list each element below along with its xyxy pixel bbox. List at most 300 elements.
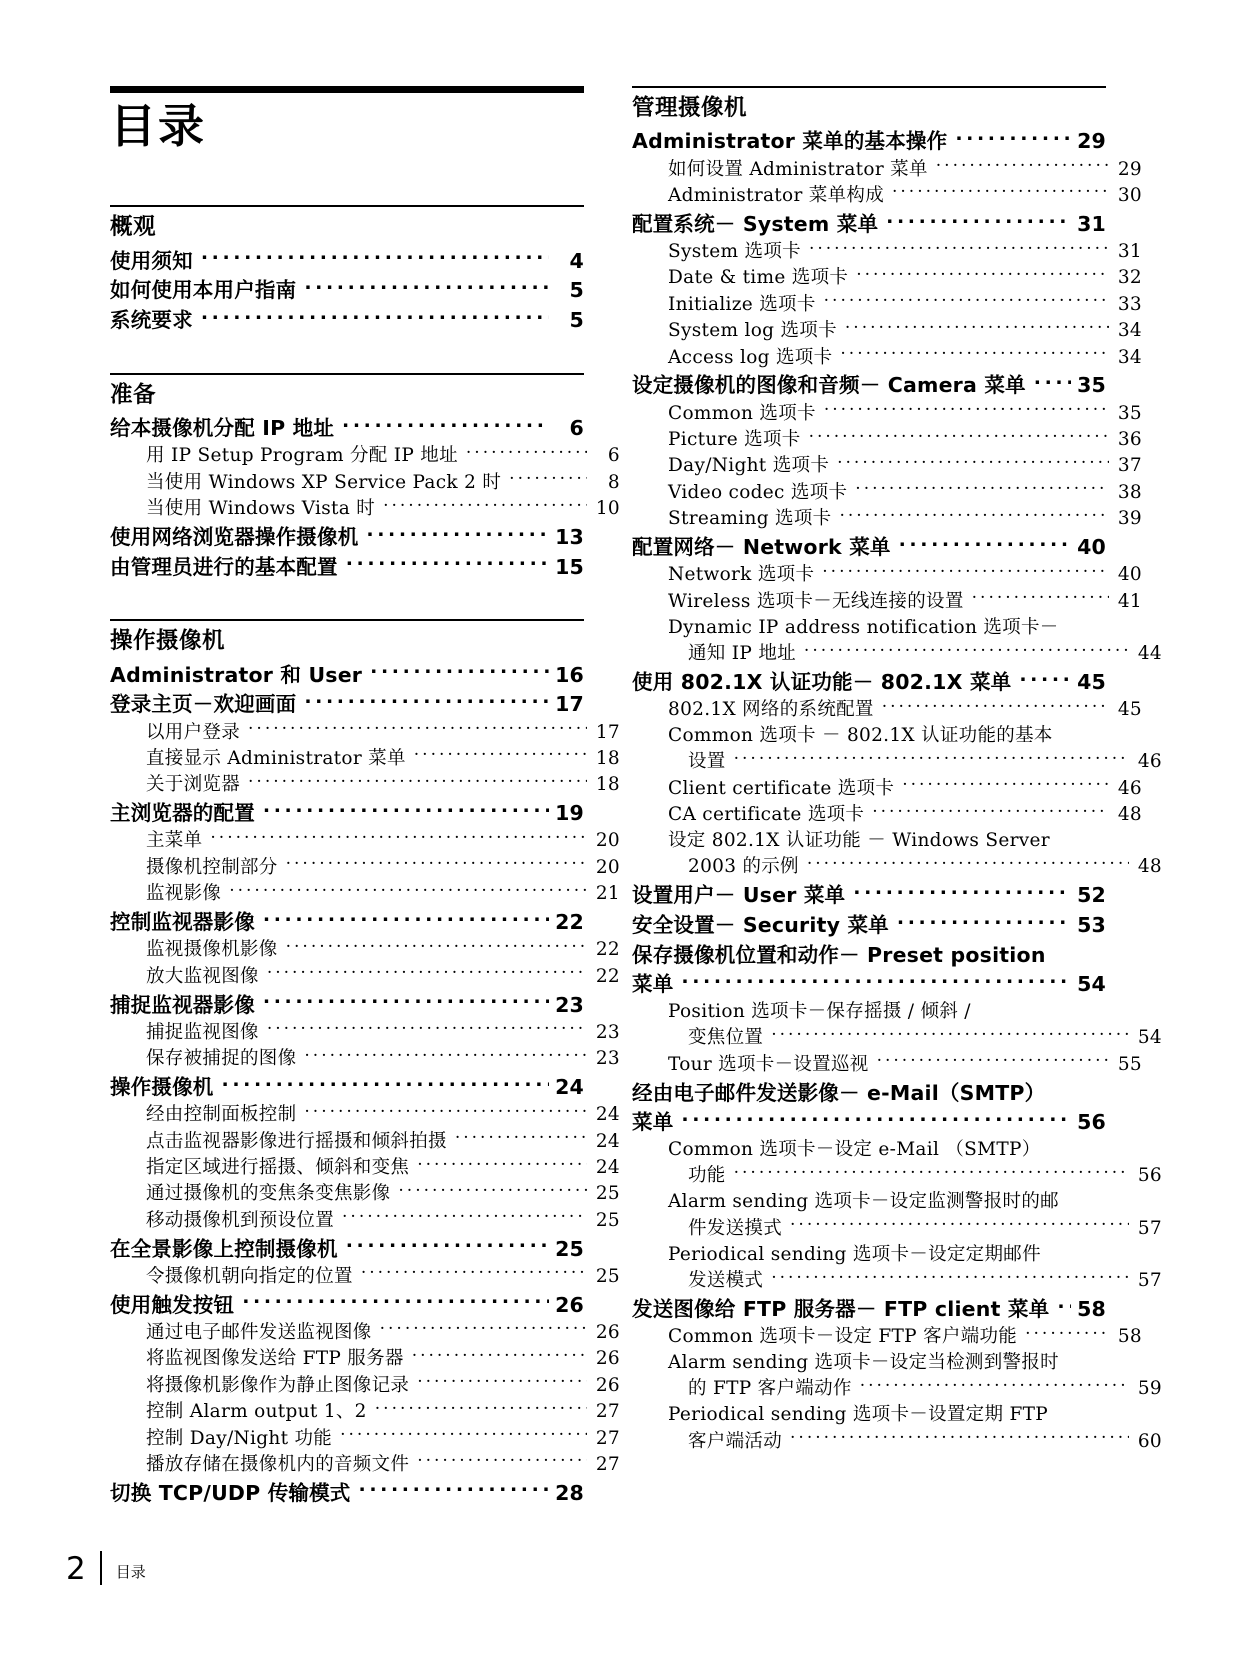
toc-entry-page-number: 38 <box>1117 481 1142 503</box>
toc-entry-page-number: 26 <box>555 1292 584 1317</box>
toc-entry[interactable] <box>632 506 1142 532</box>
toc-entry[interactable] <box>110 1399 620 1425</box>
toc-entry-page-number: 25 <box>595 1209 620 1231</box>
dot-leader <box>837 453 1109 472</box>
section-rule <box>110 373 584 375</box>
footer-label: 目录 <box>115 1563 146 1581</box>
title-top-rule <box>110 86 584 93</box>
toc-entry[interactable] <box>632 802 1142 828</box>
left-column-groups <box>110 205 620 1507</box>
toc-section <box>110 373 620 582</box>
toc-entry[interactable] <box>110 1451 620 1477</box>
toc-entry[interactable] <box>110 1102 620 1128</box>
dot-leader <box>902 775 1109 794</box>
toc-entry[interactable] <box>632 1350 1142 1376</box>
toc-entry[interactable] <box>632 318 1142 344</box>
toc-entry-label: 经由电子邮件发送影像－ e-Mail（SMTP） <box>632 1080 1046 1105</box>
toc-entry[interactable] <box>110 523 584 552</box>
toc-entry-page-number: 13 <box>555 524 584 549</box>
toc-entry-label: Streaming 选项卡 <box>668 508 832 530</box>
dot-leader <box>1019 668 1071 689</box>
toc-entry-label: 功能 <box>688 1165 726 1187</box>
toc-entry-page-number: 26 <box>595 1321 620 1343</box>
dot-leader <box>417 1155 587 1174</box>
toc-entry-label: 通过电子邮件发送监视图像 <box>146 1321 372 1343</box>
toc-entry[interactable] <box>632 999 1142 1025</box>
toc-entry-label: 菜单 <box>632 1110 674 1135</box>
toc-entry[interactable] <box>110 1046 620 1072</box>
toc-entry-label: 放大监视图像 <box>146 965 259 987</box>
toc-entry-page-number: 20 <box>595 856 620 878</box>
dot-leader <box>263 991 549 1012</box>
dot-leader <box>229 881 587 900</box>
toc-entry[interactable] <box>110 661 584 690</box>
dot-leader <box>370 661 549 682</box>
dot-leader <box>304 1102 587 1121</box>
toc-entry-label: 通知 IP 地址 <box>688 642 796 664</box>
section-heading: 操作摄像机 <box>110 628 226 655</box>
toc-entry-page-number: 27 <box>595 1427 620 1449</box>
toc-entry[interactable] <box>110 719 620 745</box>
toc-entry[interactable] <box>110 247 584 276</box>
dot-leader <box>840 344 1109 363</box>
toc-entry[interactable] <box>110 1372 620 1398</box>
toc-entry-page-number: 26 <box>595 1374 620 1396</box>
toc-entry-page-number: 41 <box>1117 590 1142 612</box>
dot-leader <box>210 828 587 847</box>
dot-leader <box>892 182 1109 201</box>
toc-entry[interactable] <box>632 400 1142 426</box>
toc-entry[interactable] <box>632 588 1142 614</box>
dot-leader <box>972 588 1109 607</box>
toc-entry[interactable] <box>632 723 1142 749</box>
toc-entry[interactable] <box>110 443 620 469</box>
dot-leader <box>267 1019 587 1038</box>
toc-entry-label: 系统要求 <box>110 308 193 333</box>
toc-entry-label: Periodical sending 选项卡－设定定期邮件 <box>668 1243 1041 1265</box>
toc-entry-label: 如何使用本用户指南 <box>110 278 297 303</box>
toc-entry[interactable] <box>632 562 1142 588</box>
dot-leader <box>824 291 1109 310</box>
toc-entry[interactable] <box>632 615 1142 641</box>
toc-entry[interactable] <box>632 427 1142 453</box>
dot-leader <box>882 697 1109 716</box>
toc-entry-page-number: 34 <box>1117 320 1142 342</box>
toc-entry-label: 经由控制面板控制 <box>146 1104 297 1126</box>
toc-entry-page-number: 6 <box>569 416 584 441</box>
toc-entry[interactable] <box>632 156 1142 182</box>
toc-entry-label: 关于浏览器 <box>146 774 241 796</box>
dot-leader <box>263 909 549 930</box>
toc-entry-label: 客户端活动 <box>688 1430 783 1452</box>
dot-leader <box>383 496 587 515</box>
toc-entry[interactable] <box>110 881 620 907</box>
toc-entry-page-number: 32 <box>1117 267 1142 289</box>
toc-entry-label: 保存被捕捉的图像 <box>146 1048 297 1070</box>
toc-entry[interactable] <box>632 1137 1142 1163</box>
toc-entry-page-number: 34 <box>1117 346 1142 368</box>
dot-leader <box>897 911 1071 932</box>
toc-entry-label: Common 选项卡 － 802.1X 认证功能的基本 <box>668 724 1053 746</box>
toc-entry-label: 主浏览器的配置 <box>110 801 255 826</box>
toc-entry-label: 发送模式 <box>688 1270 764 1292</box>
toc-entry-page-number: 54 <box>1077 972 1106 997</box>
toc-entry[interactable] <box>632 1079 1106 1108</box>
toc-entry-page-number: 25 <box>595 1183 620 1205</box>
toc-entry-label: 监视影像 <box>146 883 222 905</box>
toc-entry[interactable] <box>110 1128 620 1154</box>
toc-entry[interactable] <box>632 344 1142 370</box>
toc-entry-label: 由管理员进行的基本配置 <box>110 554 338 579</box>
dot-leader <box>855 479 1109 498</box>
toc-entry-page-number: 25 <box>555 1236 584 1261</box>
toc-entry-page-number: 31 <box>1077 211 1106 236</box>
toc-entry[interactable] <box>110 469 620 495</box>
toc-entry-page-number: 40 <box>1117 564 1142 586</box>
toc-entry[interactable] <box>110 1479 584 1508</box>
toc-entry[interactable] <box>110 690 584 719</box>
dot-leader <box>734 749 1129 768</box>
dot-leader <box>839 506 1109 525</box>
toc-entry[interactable] <box>632 1051 1142 1077</box>
toc-entry-label: 摄像机控制部分 <box>146 856 278 878</box>
toc-entry-page-number: 16 <box>555 662 584 687</box>
dot-leader <box>1034 372 1071 393</box>
toc-entry[interactable] <box>632 371 1106 400</box>
toc-entry[interactable] <box>632 453 1142 479</box>
toc-entry[interactable] <box>632 1189 1142 1215</box>
toc-entry-label: 控制 Alarm output 1、2 <box>146 1401 367 1423</box>
toc-entry[interactable] <box>110 828 620 854</box>
toc-entry[interactable] <box>110 553 584 582</box>
dot-leader <box>304 691 549 712</box>
toc-entry-page-number: 27 <box>595 1401 620 1423</box>
dot-leader <box>412 1346 587 1365</box>
toc-entry[interactable] <box>110 414 584 443</box>
toc-entry-label: System log 选项卡 <box>668 320 837 342</box>
toc-entry-label: Periodical sending 选项卡－设置定期 FTP <box>668 1404 1048 1426</box>
toc-entry-label: 变焦位置 <box>688 1027 764 1049</box>
toc-entry-page-number: 46 <box>1137 751 1162 773</box>
toc-entry[interactable] <box>110 306 584 335</box>
toc-entry-page-number: 55 <box>1117 1053 1142 1075</box>
toc-entry-label: 使用网络浏览器操作摄像机 <box>110 524 359 549</box>
dot-leader <box>886 210 1071 231</box>
dot-leader <box>201 247 549 268</box>
toc-entry[interactable] <box>110 1181 620 1207</box>
toc-entry-page-number: 53 <box>1077 912 1106 937</box>
toc-entry-label: Wireless 选项卡－无线连接的设置 <box>668 590 964 612</box>
toc-entry-label: Picture 选项卡 <box>668 429 801 451</box>
dot-leader <box>342 1207 587 1226</box>
toc-entry-label: 设置用户－ User 菜单 <box>632 883 846 908</box>
dot-leader <box>734 1163 1129 1182</box>
toc-entry-page-number: 40 <box>1077 535 1106 560</box>
dot-leader <box>248 719 587 738</box>
dot-leader <box>466 443 587 462</box>
toc-entry[interactable] <box>110 991 584 1020</box>
toc-entry-page-number: 23 <box>555 992 584 1017</box>
toc-entry[interactable] <box>632 239 1142 265</box>
toc-entry-page-number: 8 <box>607 471 620 493</box>
toc-entry-page-number: 36 <box>1117 429 1142 451</box>
toc-entry-page-number: 33 <box>1117 293 1142 315</box>
toc-entry-page-number: 5 <box>569 308 584 333</box>
toc-entry-page-number: 37 <box>1117 455 1142 477</box>
toc-entry-label: Common 选项卡－设定 FTP 客户端功能 <box>668 1326 1018 1348</box>
toc-entry[interactable] <box>632 291 1142 317</box>
toc-entry[interactable] <box>632 668 1106 697</box>
toc-entry[interactable] <box>110 745 620 771</box>
toc-entry-label: 如何设置 Administrator 菜单 <box>668 158 928 180</box>
section-rule <box>110 205 584 207</box>
toc-entry-label: 保存摄像机位置和动作－ Preset position <box>632 942 1046 967</box>
dot-leader <box>398 1181 587 1200</box>
dot-leader <box>380 1319 587 1338</box>
section-heading: 管理摄像机 <box>632 95 748 121</box>
dot-leader <box>771 1025 1129 1044</box>
toc-entry-label: 安全设置－ Security 菜单 <box>632 912 889 937</box>
toc-section <box>110 205 584 334</box>
toc-entry[interactable] <box>632 1428 1162 1454</box>
toc-entry-page-number: 5 <box>569 278 584 303</box>
dot-leader <box>417 1451 587 1470</box>
toc-entry-page-number: 60 <box>1137 1430 1162 1452</box>
toc-entry-label: CA certificate 选项卡 <box>668 804 865 826</box>
toc-entry-label: 切换 TCP/UDP 传输模式 <box>110 1480 351 1505</box>
toc-entry[interactable] <box>110 963 620 989</box>
toc-entry-label: 使用触发按钮 <box>110 1292 235 1317</box>
dot-leader <box>860 1376 1129 1395</box>
page-footer <box>66 1551 146 1585</box>
dot-leader <box>936 156 1109 175</box>
dot-leader <box>822 562 1109 581</box>
toc-entry-label: 件发送摸式 <box>688 1217 783 1239</box>
dot-leader <box>267 963 587 982</box>
footer-divider <box>100 1551 102 1585</box>
toc-entry-page-number: 21 <box>595 883 620 905</box>
dot-leader <box>809 427 1109 446</box>
toc-entry-label: 使用 802.1X 认证功能－ 802.1X 菜单 <box>632 669 1012 694</box>
toc-entry-label: 设定 802.1X 认证功能 － Windows Server <box>668 830 1050 852</box>
toc-entry[interactable] <box>632 970 1106 999</box>
toc-entry[interactable] <box>632 911 1106 940</box>
toc-entry[interactable] <box>632 640 1162 666</box>
toc-entry-page-number: 52 <box>1077 883 1106 908</box>
toc-entry[interactable] <box>632 210 1106 239</box>
toc-entry-page-number: 29 <box>1077 129 1106 154</box>
toc-entry-page-number: 48 <box>1137 856 1162 878</box>
toc-entry-page-number: 26 <box>595 1348 620 1370</box>
toc-entry-label: 用 IP Setup Program 分配 IP 地址 <box>146 445 458 467</box>
toc-entry-page-number: 25 <box>595 1265 620 1287</box>
toc-entry-page-number: 24 <box>555 1075 584 1100</box>
dot-leader <box>872 802 1109 821</box>
dot-leader <box>242 1291 549 1312</box>
toc-entry[interactable] <box>110 908 584 937</box>
toc-entry-label: 控制 Day/Night 功能 <box>146 1427 333 1449</box>
toc-entry[interactable] <box>632 749 1162 775</box>
toc-entry-label: Access log 选项卡 <box>668 346 833 368</box>
toc-entry-page-number: 27 <box>595 1453 620 1475</box>
toc-entry-label: 当使用 Windows XP Service Pack 2 时 <box>146 471 502 493</box>
toc-entry-page-number: 15 <box>555 554 584 579</box>
toc-entry-label: 配置网络－ Network 菜单 <box>632 535 891 560</box>
toc-entry-label: Network 选项卡 <box>668 564 815 586</box>
toc-entry-label: 捕捉监视图像 <box>146 1021 259 1043</box>
toc-entry-label: Initialize 选项卡 <box>668 293 816 315</box>
toc-entry-label: 通过摄像机的变焦条变焦影像 <box>146 1183 391 1205</box>
toc-entry-label: 将摄像机影像作为静止图像记录 <box>146 1374 410 1396</box>
dot-leader <box>340 1425 587 1444</box>
toc-entry[interactable] <box>632 1025 1162 1051</box>
toc-entry[interactable] <box>632 1295 1106 1324</box>
toc-entry[interactable] <box>110 1425 620 1451</box>
toc-entry[interactable] <box>110 276 584 305</box>
toc-entry-page-number: 22 <box>595 965 620 987</box>
toc-entry-page-number: 28 <box>555 1480 584 1505</box>
toc-entry[interactable] <box>632 828 1142 854</box>
toc-entry[interactable] <box>110 1235 584 1264</box>
dot-leader <box>824 400 1109 419</box>
toc-entry-page-number: 20 <box>595 830 620 852</box>
toc-entry-page-number: 18 <box>595 747 620 769</box>
toc-entry-label: 在全景影像上控制摄像机 <box>110 1236 338 1261</box>
dot-leader <box>375 1399 587 1418</box>
toc-entry-label: 的 FTP 客户端动作 <box>688 1378 852 1400</box>
toc-entry-label: 捕捉监视器影像 <box>110 992 255 1017</box>
dot-leader <box>807 854 1129 873</box>
toc-entry-page-number: 58 <box>1077 1296 1106 1321</box>
toc-entry-label: 给本摄像机分配 IP 地址 <box>110 416 335 441</box>
toc-entry-label: Alarm sending 选项卡－设定监测警报时的邮 <box>668 1191 1059 1213</box>
toc-entry-label: 主菜单 <box>146 830 203 852</box>
toc-entry-page-number: 10 <box>595 498 620 520</box>
toc-entry[interactable] <box>110 1207 620 1233</box>
toc-entry-page-number: 22 <box>595 939 620 961</box>
toc-entry[interactable] <box>632 1163 1162 1189</box>
dot-leader <box>1025 1324 1109 1343</box>
page-title: 目录 <box>110 99 206 153</box>
toc-entry-label: Video codec 选项卡 <box>668 481 848 503</box>
toc-entry-page-number: 6 <box>607 445 620 467</box>
toc-entry-page-number: 35 <box>1117 402 1142 424</box>
toc-entry[interactable] <box>632 775 1142 801</box>
toc-entry-label: 播放存储在摄像机内的音频文件 <box>146 1453 410 1475</box>
toc-entry-label: Dynamic IP address notification 选项卡－ <box>668 616 1059 638</box>
toc-entry[interactable] <box>632 1324 1142 1350</box>
toc-entry[interactable] <box>110 937 620 963</box>
toc-entry-label: 令摄像机朝向指定的位置 <box>146 1265 353 1287</box>
toc-entry[interactable] <box>632 881 1106 910</box>
toc-entry[interactable] <box>632 182 1142 208</box>
toc-entry-page-number: 44 <box>1137 642 1162 664</box>
toc-entry-label: Administrator 菜单构成 <box>668 184 884 206</box>
toc-entry-label: 设置 <box>688 751 726 773</box>
toc-entry[interactable] <box>632 533 1106 562</box>
dot-leader <box>790 1428 1129 1447</box>
toc-entry[interactable] <box>110 1319 620 1345</box>
toc-entry[interactable] <box>632 265 1142 291</box>
dot-leader <box>346 553 549 574</box>
toc-entry[interactable] <box>632 697 1142 723</box>
toc-entry-page-number: 39 <box>1117 508 1142 530</box>
dot-leader <box>509 469 587 488</box>
dot-leader <box>304 1046 587 1065</box>
toc-entry[interactable] <box>632 1242 1142 1268</box>
dot-leader <box>790 1215 1129 1234</box>
toc-entry[interactable] <box>110 772 620 798</box>
toc-entry-page-number: 24 <box>595 1130 620 1152</box>
toc-entry-label: Tour 选项卡－设置巡视 <box>668 1053 869 1075</box>
toc-entry-label: System 选项卡 <box>668 241 801 263</box>
toc-entry-page-number: 22 <box>555 910 584 935</box>
toc-entry[interactable] <box>110 496 620 522</box>
toc-entry[interactable] <box>110 1291 584 1320</box>
dot-leader <box>414 745 587 764</box>
toc-entry-page-number: 29 <box>1117 158 1142 180</box>
toc-entry[interactable] <box>110 1346 620 1372</box>
toc-entry-label: 发送图像给 FTP 服务器－ FTP client 菜单 <box>632 1296 1050 1321</box>
toc-entry-page-number: 23 <box>595 1048 620 1070</box>
toc-entry[interactable] <box>632 1215 1162 1241</box>
dot-leader <box>771 1268 1129 1287</box>
toc-entry[interactable] <box>632 1268 1162 1294</box>
toc-entry[interactable] <box>110 1263 620 1289</box>
dot-leader <box>417 1372 587 1391</box>
toc-entry[interactable] <box>632 1402 1142 1428</box>
dot-leader <box>248 772 587 791</box>
toc-entry[interactable] <box>110 1073 584 1102</box>
toc-entry-page-number: 30 <box>1117 184 1142 206</box>
toc-entry[interactable] <box>110 1019 620 1045</box>
toc-entry[interactable] <box>632 1108 1106 1137</box>
dot-leader <box>853 882 1071 903</box>
dot-leader <box>955 128 1071 149</box>
toc-entry-page-number: 46 <box>1117 777 1142 799</box>
toc-entry-label: 操作摄像机 <box>110 1075 214 1100</box>
toc-entry-label: 移动摄像机到预设位置 <box>146 1209 335 1231</box>
dot-leader <box>201 307 549 328</box>
section-rule <box>632 86 1106 88</box>
toc-entry-page-number: 59 <box>1137 1378 1162 1400</box>
toc-entry-page-number: 19 <box>555 801 584 826</box>
dot-leader <box>899 534 1071 555</box>
toc-entry[interactable] <box>632 941 1106 970</box>
dot-leader <box>263 800 549 821</box>
toc-entry-label: 802.1X 网络的系统配置 <box>668 699 874 721</box>
dot-leader <box>845 318 1109 337</box>
toc-entry[interactable] <box>110 854 620 880</box>
toc-entry-label: 监视摄像机影像 <box>146 939 278 961</box>
dot-leader <box>222 1074 550 1095</box>
toc-entry-page-number: 31 <box>1117 241 1142 263</box>
toc-entry-label: 指定区域进行摇摄、倾斜和变焦 <box>146 1157 410 1178</box>
toc-entry[interactable] <box>110 799 584 828</box>
toc-entry-label: 2003 的示例 <box>688 856 799 878</box>
dot-leader <box>1057 1295 1071 1316</box>
right-column <box>632 86 1162 1455</box>
toc-entry[interactable] <box>632 479 1142 505</box>
toc-entry-page-number: 54 <box>1137 1027 1162 1049</box>
dot-leader <box>286 937 587 956</box>
toc-entry[interactable] <box>632 854 1162 880</box>
toc-entry[interactable] <box>110 1155 620 1181</box>
toc-entry[interactable] <box>632 127 1106 156</box>
toc-entry[interactable] <box>632 1376 1162 1402</box>
dot-leader <box>361 1263 587 1282</box>
toc-entry-label: 登录主页－欢迎画面 <box>110 692 297 717</box>
